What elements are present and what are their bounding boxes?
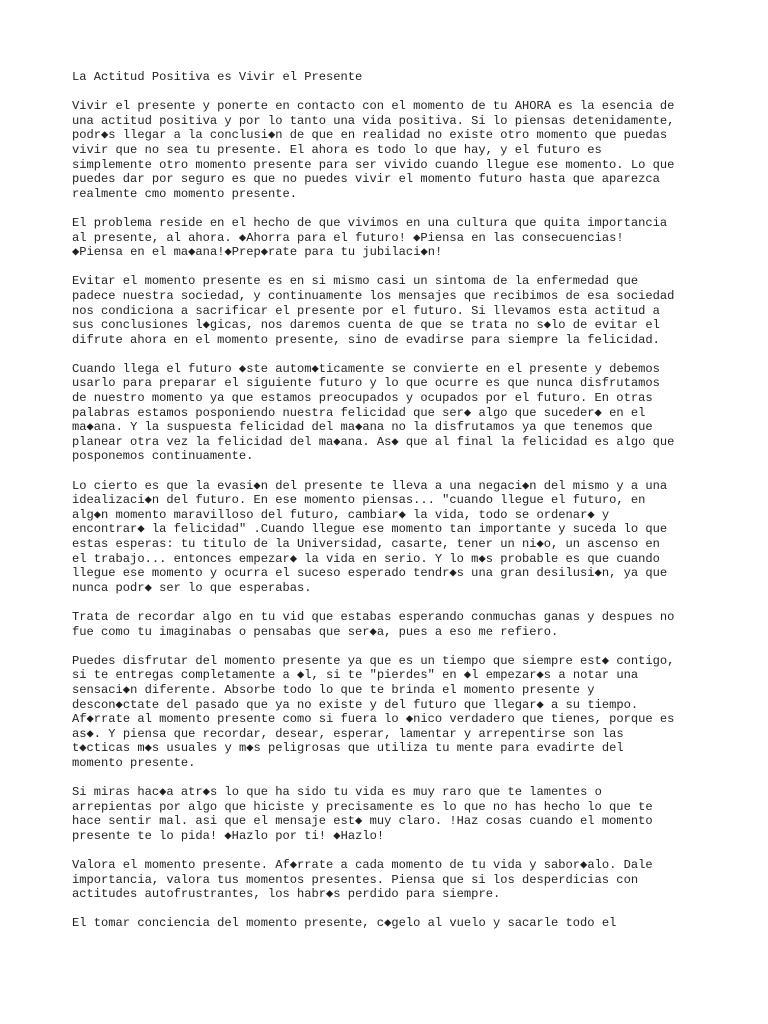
text-line: Trata de recordar algo en tu vid que estabas esperando conmuchas ganas y despues no [72,609,675,624]
text-line: importancia, valora tus momentos presentes. Piensa que si los desperdicias con [72,872,639,887]
text-line: Valora el momento presente. Af◆rrate a cada momento de tu vida y sabor◆alo. Dale [72,858,653,873]
text-line: nos condiciona a sacrificar el presente por el futuro. Si llevamos esta actitud a [72,303,660,318]
text-line: hace sentir mal. asi que el mensaje est◆ muy claro. !Haz cosas cuando el momento [72,814,653,829]
text-line: una actitud positiva y por lo tanto una vida positiva. Si lo piensas detenidamente, [72,113,675,128]
text-line: momento presente. [72,755,196,770]
text-line: alg◆n momento maravilloso del futuro, cambiar◆ la vida, todo se ordenar◆ y [72,507,610,522]
text-line: sus conclusiones l◆gicas, nos daremos cuenta de que se trata no s◆lo de evitar el [72,318,660,333]
paragraph [72,916,712,931]
text-line: estas esperas: tu titulo de la Universidad, casarte, tener un ni◆o, un ascenso en [72,537,660,551]
document-body [72,99,712,931]
text-line: planear otra vez la felicidad del ma◆ana. As◆ que al final la felicidad es algo que [72,434,675,449]
paragraph [72,479,712,596]
text-line: ma◆ana. Y la suspuesta felicidad del ma◆ana no la disfrutamos ya que tenemos que [72,420,653,435]
document-page [72,70,712,946]
paragraph [72,362,712,464]
text-line: El tomar conciencia del momento presente, c◆gelo al vuelo y sacarle todo el [72,916,617,931]
paragraph [72,216,712,260]
text-line: palabras estamos posponiendo nuestra felicidad que ser◆ algo que suceder◆ en el [72,405,646,420]
text-line: descon◆ctate del pasado que ya no existe y del futuro que llegar◆ a su tiempo. [72,697,639,712]
text-line: realmente cmo momento presente. [72,186,297,201]
text-line: Evitar el momento presente es en si mismo casi un sintoma de la enfermedad que [72,274,639,289]
text-line: padece nuestra sociedad, y continuamente los mensajes que recibimos de esa sociedad [72,288,675,303]
text-line: llegue ese momento y ocurra el suceso esperado tendr◆s una gran desilusi◆n, ya que [72,566,668,581]
paragraph [72,99,712,201]
text-line: posponemos continuamente. [72,449,254,464]
paragraph [72,785,712,843]
text-line: usarlo para preparar el siguiente futuro y lo que ocurre es que nunca disfrutamos [72,376,660,391]
text-line: de nuestro momento ya que estamos preocupados y ocupados por el futuro. En otras [72,391,653,406]
text-line: encontrar◆ la felicidad" .Cuando llegue ese momento tan importante y suceda lo que [72,522,668,537]
paragraph [72,610,712,639]
text-line: fue como tu imaginabas o pensabas que ser◆a, pues a eso me refiero. [72,624,559,639]
text-line: Vivir el presente y ponerte en contacto con el momento de tu AHORA es la esencia de [72,99,675,114]
text-line: Cuando llega el futuro ◆ste autom◆ticamente se convierte en el presente y debemos [72,361,660,376]
paragraph [72,858,712,902]
text-line: difrute ahora en el momento presente, sino de evadirse para siempre la felicidad. [72,332,660,347]
text-line: Af◆rrate al momento presente como si fuera lo ◆nico verdadero que tienes, porque es [72,712,675,727]
text-line: al presente, al ahora. ◆Ahorra para el futuro! ◆Piensa en las consecuencias! [72,230,624,245]
text-line: Lo cierto es que la evasi◆n del presente te lleva a una negaci◆n del mismo y a una [72,478,668,493]
text-line: ◆Piensa en el ma◆ana!◆Prep◆rate para tu jubilaci◆n! [72,245,443,260]
text-line: puedes dar por seguro es que no puedes vivir el momento futuro hasta que aparezca [72,172,660,187]
text-line: si te entregas completamente a ◆l, si te "pierdes" en ◆l empezar◆s a notar una [72,668,639,683]
text-line: podr◆s llegar a la conclusi◆n de que en realidad no existe otro momento que puedas [72,128,668,143]
text-line: t◆cticas m◆s usuales y m◆s peligrosas que utiliza tu mente para evadirte del [72,741,624,756]
text-line: simplemente otro momento presente para ser vivido cuando llegue ese momento. Lo que [72,157,675,172]
text-line: el trabajo... entonces empezar◆ la vida en serio. Y lo m◆s probable es que cuando [72,551,660,566]
text-line: actitudes autofrustrantes, los habr◆s perdido para siempre. [72,887,501,902]
paragraph [72,654,712,771]
text-line: Si miras hac◆a atr◆s lo que ha sido tu vida es muy raro que te lamentes o [72,785,602,800]
document-title: La Actitud Positiva es Vivir el Presente [72,70,363,84]
text-line: sensaci◆n diferente. Absorbe todo lo que te brinda el momento presente y [72,682,595,697]
text-line: idealizaci◆n del futuro. En ese momento piensas... "cuando llegue el futuro, en [72,493,646,508]
text-line: nunca podr◆ ser lo que esperabas. [72,580,312,595]
text-line: El problema reside en el hecho de que vivimos en una cultura que quita importancia [72,215,668,230]
text-line: Puedes disfrutar del momento presente ya que es un tiempo que siempre est◆ contigo, [72,653,675,668]
text-line: presente te lo pida! ◆Hazlo por ti! ◆Hazlo! [72,828,385,843]
text-line: as◆. Y piensa que recordar, desear, esperar, lamentar y arrepentirse son las [72,726,624,741]
paragraph [72,274,712,347]
text-line: arrepientas por algo que hiciste y precisamente es lo que no has hecho lo que te [72,799,653,814]
text-line: vivir que no sea tu presente. El ahora es todo lo que hay, y el futuro es [72,142,602,157]
